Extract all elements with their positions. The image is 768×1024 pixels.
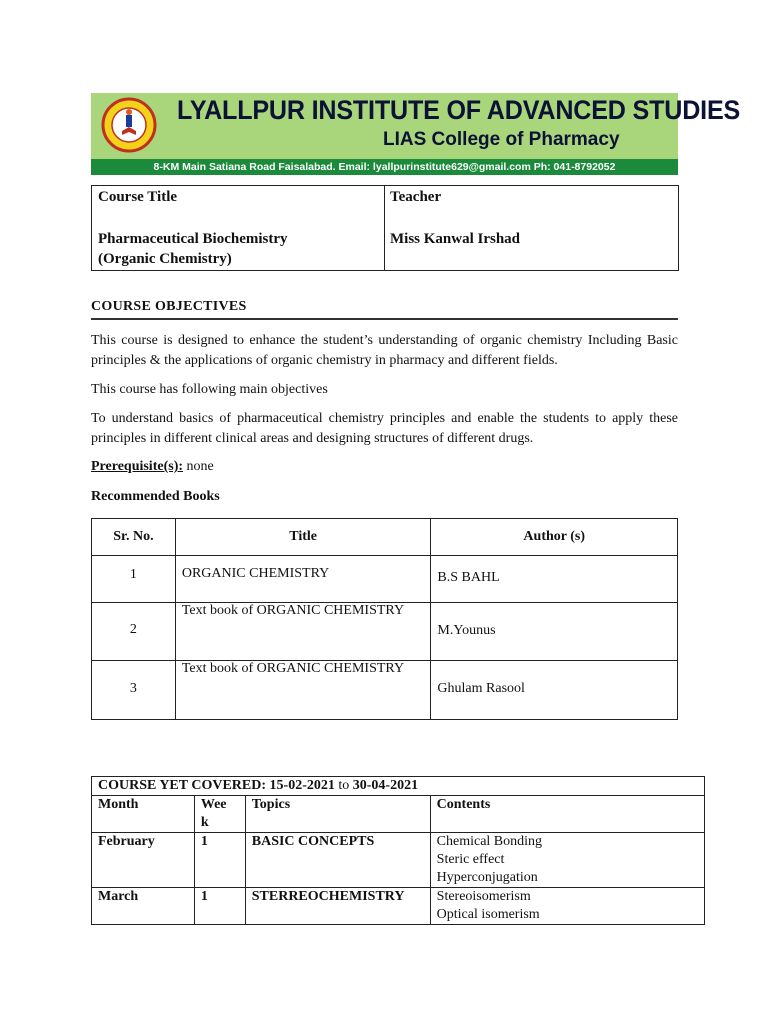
teacher-name: Miss Kanwal Irshad (390, 231, 521, 247)
books-heading: Recommended Books (91, 489, 220, 504)
covered-header-row (92, 796, 705, 833)
institute-name: LYALLPUR INSTITUTE OF ADVANCED STUDIES (177, 95, 741, 125)
teacher-label: Teacher (390, 189, 442, 205)
college-name: LIAS College of Pharmacy (383, 129, 620, 150)
table-row (92, 888, 705, 925)
covered-month: March (92, 888, 195, 925)
course-title-line1: Pharmaceutical Biochemistry (98, 231, 288, 247)
covered-col-week: Wee k (194, 796, 245, 833)
content-item: Steric effect (436, 852, 505, 867)
covered-col-contents: Contents (430, 796, 704, 833)
covered-caption (92, 777, 705, 796)
institute-logo (101, 97, 157, 153)
covered-contents (430, 833, 704, 888)
course-info-table (91, 185, 679, 271)
prerequisite-line (91, 459, 214, 475)
covered-caption-row (92, 777, 705, 796)
book-sr: 1 (92, 556, 176, 603)
books-col-sr: Sr. No. (92, 519, 176, 556)
book-author: B.S BAHL (431, 556, 678, 603)
content-item: Hyperconjugation (436, 870, 538, 885)
covered-caption-to: to (334, 778, 353, 793)
book-title: Text book of ORGANIC CHEMISTRY (175, 661, 431, 720)
covered-table (91, 776, 705, 925)
table-row (92, 833, 705, 888)
objectives-heading: COURSE OBJECTIVES (91, 299, 247, 314)
covered-contents (430, 888, 704, 925)
covered-col-topics: Topics (245, 796, 430, 833)
table-row (92, 556, 678, 603)
content-item: Optical isomerism (436, 907, 540, 922)
covered-topic: STERREOCHEMISTRY (245, 888, 430, 925)
table-row (92, 661, 678, 720)
covered-week: 1 (194, 888, 245, 925)
content-item: Stereoisomerism (436, 889, 531, 904)
books-table (91, 518, 678, 720)
course-info-divider (384, 186, 385, 270)
objectives-paragraph-2: This course has following main objectives (91, 382, 328, 397)
address-strip: 8-KM Main Satiana Road Faisalabad. Email: lyallpurinstitute629@gmail.com Ph: 041-8792052 (91, 159, 678, 175)
covered-col-month: Month (92, 796, 195, 833)
prerequisite-value: none (183, 459, 214, 474)
objectives-rule (91, 318, 678, 320)
covered-caption-end: 30-04-2021 (352, 778, 419, 793)
course-title-line2: (Organic Chemistry) (98, 251, 232, 267)
covered-month: February (92, 833, 195, 888)
header-banner (91, 93, 741, 175)
book-title: ORGANIC CHEMISTRY (175, 556, 431, 603)
content-item: Chemical Bonding (436, 834, 543, 849)
book-author: M.Younus (431, 603, 678, 661)
prerequisite-label: Prerequisite(s): (91, 459, 184, 474)
covered-caption-prefix: COURSE YET COVERED: 15-02-2021 (98, 778, 335, 793)
book-title: Text book of ORGANIC CHEMISTRY (175, 603, 431, 661)
books-col-author: Author (s) (431, 519, 678, 556)
books-col-title: Title (175, 519, 431, 556)
covered-topic: BASIC CONCEPTS (245, 833, 430, 888)
table-row (92, 603, 678, 661)
book-sr: 2 (92, 603, 176, 661)
book-author: Ghulam Rasool (431, 661, 678, 720)
books-header-row (92, 519, 678, 556)
covered-week: 1 (194, 833, 245, 888)
objectives-paragraph-3: To understand basics of pharmaceutical chemistry principles and enable the students to apply these principles in different clinical areas and designing structures of different drugs. (91, 411, 678, 446)
book-sr: 3 (92, 661, 176, 720)
objectives-paragraph-1: This course is designed to enhance the student’s understanding of organic chemistry Including Basic principles & the applications of organic chemistry in pharmacy and different fields. (91, 333, 678, 368)
course-title-label: Course Title (98, 189, 178, 205)
